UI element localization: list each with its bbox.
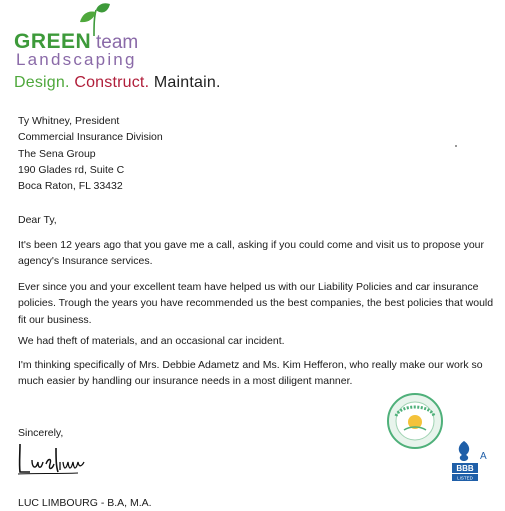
letter-paragraph: It's been 12 years ago that you gave me a call, asking if you could come and visit us to propose your agency's Insurance services.	[18, 239, 485, 268]
tagline-design: Design.	[14, 74, 70, 91]
logo-word-landscaping: Landscaping	[16, 50, 137, 69]
salutation: Dear Ty,	[18, 214, 57, 226]
recipient-division: Commercial Insurance Division	[18, 131, 163, 144]
logo-word-green: GREEN	[14, 30, 92, 53]
certification-seal-icon	[386, 392, 444, 450]
tagline-maintain: Maintain.	[153, 74, 221, 91]
recipient-address	[18, 113, 163, 194]
recipient-name: Ty Whitney, President	[18, 115, 120, 127]
letter-paragraph: I'm thinking specifically of Mrs. Debbie Adametz and Ms. Kim Hefferon, who really make our work so much easier by handling our insurance needs in a most diligent manner.	[18, 359, 483, 388]
tagline	[14, 74, 221, 92]
scan-artifact	[455, 145, 457, 147]
company-logo	[14, 2, 154, 70]
handwritten-signature	[16, 440, 88, 478]
bbb-rating: A	[480, 451, 487, 462]
bbb-listed: LISTED	[457, 475, 473, 481]
recipient-company: The Sena Group	[18, 147, 96, 160]
signer-name: LUC LIMBOURG - B.A, M.A.	[18, 497, 152, 509]
letter-paragraph: We had theft of materials, and an occasional car incident.	[18, 335, 285, 347]
closing: Sincerely,	[18, 427, 64, 439]
bbb-badge-icon	[448, 437, 498, 487]
tagline-construct: Construct.	[74, 74, 150, 91]
logo-word-team: team	[96, 32, 139, 53]
bbb-text: BBB	[456, 464, 474, 473]
letter-paragraph: Ever since you and your excellent team have helped us with our Liability Policies and car insurance policies. Trough the years you have recommended us the best companies, the best policies that would fit our business.	[18, 281, 494, 326]
recipient-street: 190 Glades rd, Suite C	[18, 163, 125, 176]
recipient-city: Boca Raton, FL 33432	[18, 180, 123, 193]
